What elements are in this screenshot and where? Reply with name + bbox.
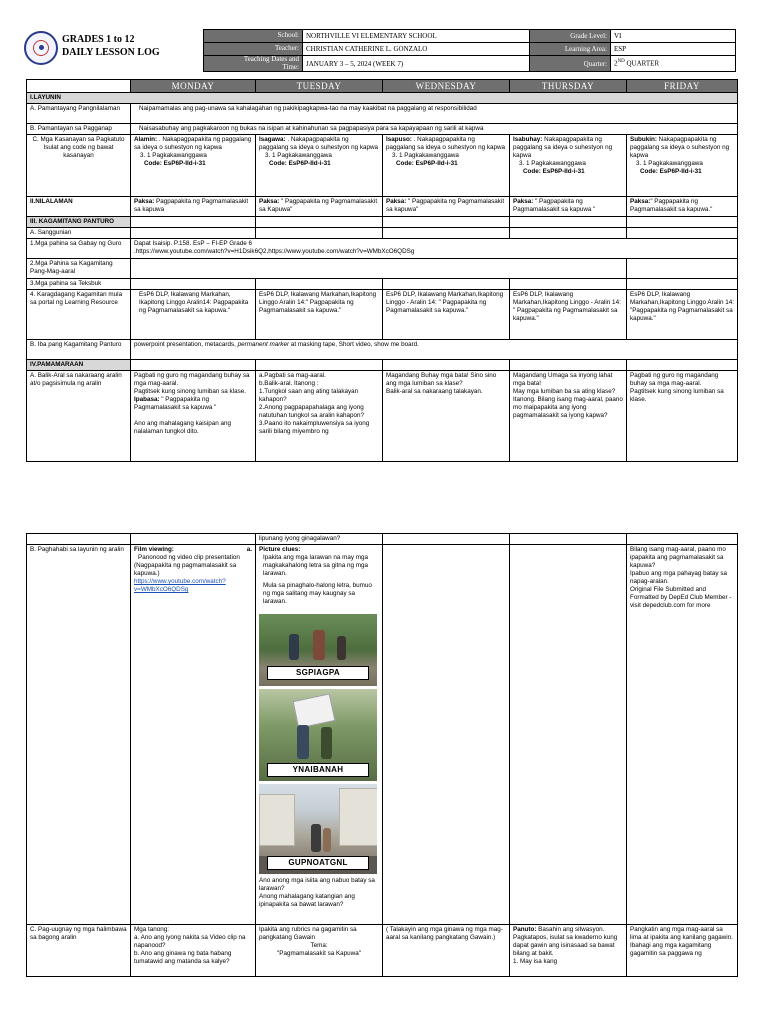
learning-resource-monday: EsP6 DLP, Ikalawang Markahan, Ikapitong Linggo Aralin14: Pagpapakita ng Pagmamalasakit sa kapuwa." [131, 290, 256, 340]
iba-pang-kagamitan-text: powerpoint presentation, metacards, permanent marker at masking tape, Short video, show me board. [131, 340, 738, 360]
day-wednesday: WEDNESDAY [383, 80, 510, 93]
balik-aral-tuesday-continued: lipunang iyong ginagalawan? [256, 534, 383, 545]
picture-clue-3 [259, 784, 377, 874]
learning-resource-tuesday: EsP6 DLP, Ikalawang Markahan,Ikapitong Linggo Aralin 14:" Pagpapakita ng Pagmamalasakit sa kapuwa." [256, 290, 383, 340]
paghahabi-thursday [510, 545, 627, 925]
clue-word-2: YNAIBANAH [267, 763, 369, 777]
row-label-kasanayan: C. Mga Kasanayan sa Pagkatuto Isulat ang code ng bawat kasanayan [27, 135, 131, 197]
school-label: School: [204, 30, 303, 43]
kasanayan-friday: Subukin: Nakapagpapakita ng paggalang sa ideya o suhestyon ng kapwa 3. 1 Pagkakawanggawa Code: EsP6P-IId-i-31 [627, 135, 738, 197]
video-link[interactable]: https://www.youtube.com/watch?v=WMbXcO6QDSg [134, 578, 226, 593]
kasanayan-monday: Alamin: . Nakapagpapakita ng paggalang sa ideya o suhestyon ng kapwa 3. 1 Pagkakawanggawa Code: EsP6P-IId-i-31 [131, 135, 256, 197]
row-label-gabay-guro: 1.Mga pahina sa Gabay ng Guro [27, 239, 131, 259]
paghahabi-tuesday: Picture clues: Ipakita ang mga larawan na may mga magkakahalong letra sa gitna ng mga larawan. Mula sa pinaghalo-halong letra, bumuo ng mga salitang may kaugnay sa larawan. SGPIAGPA YNAIBANAH GUPNOATGNL Ano anong mga isiita ang nabuo batay sa larawan? Anong mahalagang katangian ang ipinapakita sa bawat larawan? [256, 545, 383, 925]
paghahabi-friday: Bilang isang mag-aaral, paano mo ipapakita ang pagmamalasakit sa kapuwa? Ipabuo ang mga pahayag batay sa napag-aralan. Original File Submitted and Formatted by DepEd Club Member - visit depedclub.com for more [627, 545, 738, 925]
pag-uugnay-monday: Mga tanong: a. Ano ang iyong nakita sa Video clip na napanood? b. Ano ang ginawa ng bata habang tumatawid ang matanda sa kalye? [131, 925, 256, 977]
nilalaman-tuesday: Paksa: " Pagpapakita ng Pagmamalasakit sa Kapuwa" [256, 197, 383, 217]
balik-aral-thursday: Magandang Umaga sa inyong lahat mga bata! May mga lumiban ba sa ating klase? Itanong. Bilang isang mag-aaral, paano mo maipapakita ang iyong pagmamalasakit sa iyong kapwa? [510, 371, 627, 462]
dates-value: JANUARY 3 – 5, 2024 (WEEK 7) [303, 56, 530, 72]
day-friday: FRIDAY [627, 80, 738, 93]
pag-uugnay-thursday: Panuto: Basahin ang sitwasyon. Pagkatapos, isulat sa kwaderno kung dapat gawin ang isinasaad sa bawat bilang at bakit. 1. May isa kang [510, 925, 627, 977]
row-label-pamantayang-pangnilalaman: A. Pamantayang Pangnilalaman [27, 104, 131, 124]
row-label-sanggunian: A. Sanggunian [27, 228, 131, 239]
dll-table-page2 [26, 533, 738, 977]
picture-clue-2 [259, 689, 377, 781]
kasanayan-wednesday: Isapuso: . Nakapagpapakita ng paggalang sa ideya o suhestyon ng kapwa 3. 1 Pagkakawanggawa Code: EsP6P-IId-i-31 [383, 135, 510, 197]
area-value: ESP [611, 43, 736, 56]
nilalaman-thursday: Paksa: " Pagpapakita ng Pagmamalasakit sa kapuwa " [510, 197, 627, 217]
day-thursday: THURSDAY [510, 80, 627, 93]
learning-resource-wednesday: EsP6 DLP, Ikalawang Markahan,Ikapitong Linggo - Aralin 14: " Pagpapakita ng Pagmamalasakit sa kapuwa." [383, 290, 510, 340]
nilalaman-monday: Paksa: Pagpapakita ng Pagmamalasakit sa kapuwa [131, 197, 256, 217]
learning-resource-thursday: EsP6 DLP, Ikalawang Markahan,Ikapitong Linggo - Aralin 14: " Pagpapakita ng Pagmamalasakit sa kapuwa." [510, 290, 627, 340]
clue-word-1: SGPIAGPA [267, 666, 369, 680]
nilalaman-wednesday: Paksa: " Pagpapakita ng Pagmamalasakit sa kapuwa" [383, 197, 510, 217]
dll-table-page1 [26, 79, 738, 462]
deped-seal-icon [24, 31, 58, 65]
row-label-pag-uugnay: C. Pag-uugnay ng mga halimbawa sa bagong aralin [27, 925, 131, 977]
paghahabi-wednesday [383, 545, 510, 925]
clue-word-3: GUPNOATGNL [267, 856, 369, 870]
balik-aral-wednesday: Magandang Buhay mga bata! Sino sino ang mga lumiban sa klase? Balik-aral sa nakaraang talakayan. [383, 371, 510, 462]
school-value: NORTHVILLE VI ELEMENTARY SCHOOL [303, 30, 530, 43]
pag-uugnay-friday: Pangkatin ang mga mag-aaral sa lima at ipakita ang kanilang gagawin. Ibahagi ang mga kagamitang gagamitin sa paggawa ng [627, 925, 738, 977]
kasanayan-tuesday: Isagawa: . Nakapagpapakita ng paggalang sa ideya o suhestyon ng kapwa 3. 1 Pagkakawanggawa Code: EsP6P-IId-i-31 [256, 135, 383, 197]
page-1 [0, 0, 768, 480]
gabay-guro-text: Dapat Isaisip. P.158. EsP – FI-EP Grade 6 .https://www.youtube.com/watch?v=H1Dsik6Q2,https://www.youtube.com/watch?v=WMbXcO6QDSg [131, 239, 738, 259]
day-header-row [27, 80, 738, 93]
quarter-label: Quarter: [530, 56, 611, 72]
area-label: Learning Area: [530, 43, 611, 56]
learning-resource-friday: EsP6 DLP, Ikalawang Markahan,Ikapitong Linggo Aralin 14: "Pagpapakita ng Pagmamalasakit sa kapuwa." [627, 290, 738, 340]
picture-clue-1 [259, 614, 377, 686]
page-2 [0, 480, 768, 1024]
section-kagamitang-panturo: III. KAGAMITANG PANTURO [27, 217, 131, 228]
grade-value: VI [611, 30, 736, 43]
pamantayan-pagganap-text: Naisasabuhay ang pagkakaroon ng bukas na isipan at kahinahunan sa pagpapasiya para sa kapayapaan ng sarili at kapwa [131, 124, 738, 135]
row-label-kagamitang-magaaral: 2.Mga Pahina sa Kagamitang Pang-Mag-aaral [27, 259, 131, 279]
balik-aral-friday: Pagbati ng guro ng magandang buhay sa mga mag-aaral. Pagtitsek kung sinong lumiban sa klase. [627, 371, 738, 462]
pamantayang-pangnilalaman-text: Naipamamalas ang pag-unawa sa kahalagahan ng pakikipagkapwa-tao na may kaakibat na paggalang at responsibilidad [131, 104, 738, 124]
nilalaman-friday: Paksa:" Pagpapakita ng Pagmamalasakit sa kapuwa." [627, 197, 738, 217]
quarter-value: 2ND QUARTER [611, 56, 736, 72]
row-label-pamantayan-pagganap: B. Pamantayan sa Pagganap [27, 124, 131, 135]
section-layunin: I.LAYUNIN [27, 93, 738, 104]
kasanayan-thursday: Isabuhay: Nakapagpapakita ng paggalang sa ideya o suhestyon ng kapwa 3. 1 Pagkakawanggawa Code: EsP6P-IId-i-31 [510, 135, 627, 197]
row-label-balik-aral: A. Balik-Aral sa nakaraang aralin at/o pagsisimula ng aralin [27, 371, 131, 462]
balik-aral-monday: Pagbati ng guro ng magandang buhay sa mga mag-aaral. Pagtitsek kung sinong lumiban sa klase. Ipabasa: " Pagpapakita ng Pagmamalasakit sa kapuwa " Ano ang mahalagang kaisipan ang nalalaman tungkol dito. [131, 371, 256, 462]
row-label-nilalaman: II.NILALAMAN [27, 197, 131, 217]
section-pamamaraan: IV.PAMAMARAAN [27, 360, 131, 371]
corner-cell [27, 80, 131, 93]
header-title: GRADES 1 to 12 DAILY LESSON LOG [62, 34, 160, 58]
row-label-paghahabi: B. Paghahabi sa layunin ng aralin [27, 545, 131, 925]
pag-uugnay-wednesday: ( Talakayin ang mga ginawa ng mga mag-aaral sa kanilang pangkatang Gawain.) [383, 925, 510, 977]
grade-label: Grade Level: [530, 30, 611, 43]
header-info-grid [203, 29, 736, 72]
day-monday: MONDAY [131, 80, 256, 93]
paghahabi-monday: Film viewing: a. Panonood ng video clip presentation (Nagpapakita ng pagmamalasakit sa kapuwa.) https://www.youtube.com/watch?v=WMbXcO6QDSg [131, 545, 256, 925]
row-label-teksbuk: 3.Mga pahina sa Teksbuk [27, 279, 131, 290]
teacher-value: CHRISTIAN CATHERINE L. GONZALO [303, 43, 530, 56]
teacher-label: Teacher: [204, 43, 303, 56]
balik-aral-tuesday: a.Pagbati sa mag-aaral. b.Balik-aral. Itanong : 1.Tungkol saan ang ating talakayan kahapon? 2.Anong pagpapapahalaga ang iyong natutuhan tungkol sa aralin kahapon? 3.Paano ito nakaimpluwensiya sa iyong sarili bilang miyembro ng [256, 371, 383, 462]
row-label-iba-pang-kagamitan: B. Iba pang Kagamitang Panturo [27, 340, 131, 360]
pag-uugnay-tuesday: Ipakita ang rubrics na gagamitin sa pangkatang Gawain Tema: "Pagmamalasakit sa Kapuwa" [256, 925, 383, 977]
dates-label: Teaching Dates and Time: [204, 56, 303, 72]
row-label-learning-resource: 4. Karagdagang Kagamitan mula sa portal ng Learning Resource [27, 290, 131, 340]
day-tuesday: TUESDAY [256, 80, 383, 93]
dll-header [22, 29, 736, 71]
